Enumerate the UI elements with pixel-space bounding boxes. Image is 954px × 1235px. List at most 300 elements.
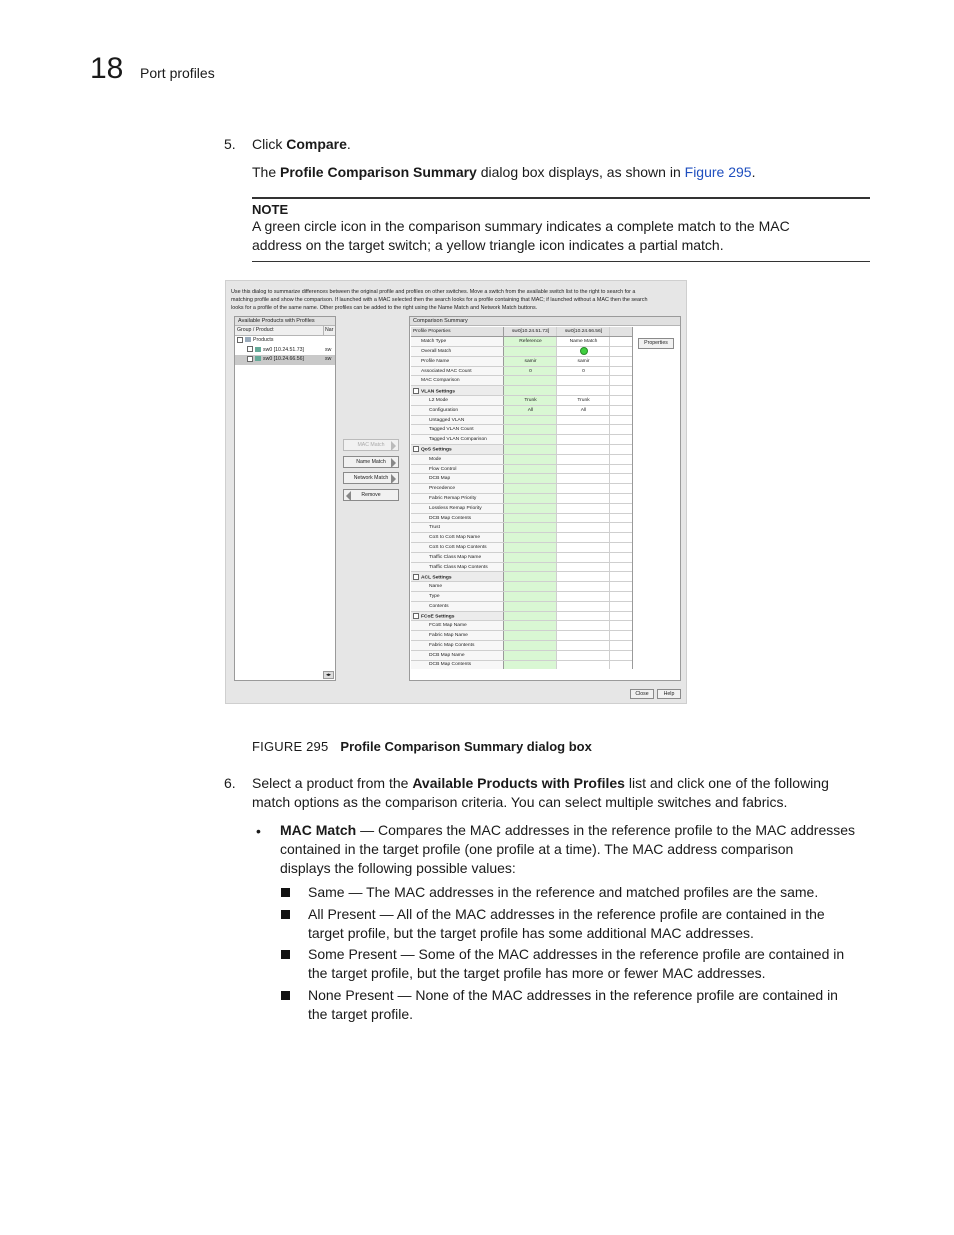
empty-cell: [609, 572, 632, 582]
step-5-click-prefix: Click: [252, 136, 287, 152]
comparison-row[interactable]: [411, 464, 632, 474]
property-label: Match Type: [421, 339, 447, 345]
comparison-section-row[interactable]: [411, 386, 632, 396]
target-value-cell: [556, 660, 609, 669]
square-bullet-icon: [281, 991, 290, 1000]
target-value-cell: [556, 523, 609, 533]
figure-label: FIGURE 295: [252, 739, 329, 754]
comparison-row[interactable]: [411, 396, 632, 406]
comparison-section-row[interactable]: [411, 572, 632, 582]
reference-value-cell: [503, 621, 556, 631]
note-bottom-rule: [252, 261, 870, 262]
figure-295-link[interactable]: Figure 295: [684, 164, 752, 180]
tree-node-name: sw: [325, 356, 332, 362]
target-value-cell: [556, 425, 609, 435]
figure-title: Profile Comparison Summary dialog box: [340, 739, 592, 754]
property-cell: [411, 503, 503, 513]
step-5-number: 5.: [224, 136, 236, 152]
empty-cell: [609, 396, 632, 406]
collapse-icon[interactable]: [413, 574, 419, 580]
collapse-icon[interactable]: [413, 446, 419, 452]
empty-cell: [609, 356, 632, 366]
value-some-present-line-2: the target profile, but the target profile has more or fewer MAC addresses.: [308, 965, 766, 981]
empty-cell: [609, 611, 632, 621]
comparison-summary-title: Comparison Summary: [410, 317, 680, 326]
property-label: Overall Match: [421, 348, 452, 354]
target-value-cell: samir: [556, 356, 609, 366]
property-label: FCoE Map Name: [429, 623, 467, 629]
comparison-row[interactable]: [411, 533, 632, 543]
empty-cell: [609, 494, 632, 504]
target-value-cell: [556, 601, 609, 611]
empty-cell: [609, 513, 632, 523]
target-value-cell: [556, 347, 609, 357]
reference-value-cell: [503, 631, 556, 641]
property-cell: [411, 376, 503, 386]
property-label: CoS to CoS Map Contents: [429, 544, 487, 550]
target-value-cell: [556, 494, 609, 504]
empty-cell: [609, 650, 632, 660]
property-cell: [411, 601, 503, 611]
comparison-table-header: [411, 327, 632, 337]
target-value-cell: [556, 611, 609, 621]
property-cell: [411, 611, 503, 621]
target-value-cell: [556, 503, 609, 513]
step-6-prefix: Select a product from the: [252, 775, 413, 791]
expand-icon[interactable]: [247, 356, 253, 362]
target-value-cell: [556, 484, 609, 494]
reference-value-cell: [503, 347, 556, 357]
comparison-row[interactable]: [411, 415, 632, 425]
property-label: ACL Settings: [421, 574, 452, 580]
property-cell: [411, 621, 503, 631]
square-bullet-icon: [281, 910, 290, 919]
reference-value-cell: [503, 464, 556, 474]
target-value-cell: [556, 435, 609, 445]
switch-icon: [255, 347, 261, 352]
property-cell: [411, 386, 503, 396]
collapse-icon[interactable]: [413, 388, 419, 394]
value-all-present-line-1: All Present — All of the MAC addresses in the reference profile are contained in the: [308, 906, 825, 922]
column-header-name[interactable]: Nar: [325, 327, 334, 333]
comparison-section-row[interactable]: [411, 445, 632, 455]
target-value-cell: [556, 454, 609, 464]
column-header-reference-switch[interactable]: sw0[10.24.51.73]: [503, 327, 556, 337]
empty-cell: [609, 484, 632, 494]
empty-cell: [609, 376, 632, 386]
tree-node-switch[interactable]: [235, 346, 335, 356]
property-label: DCB Map: [429, 476, 451, 482]
target-value-cell: [556, 376, 609, 386]
comparison-row[interactable]: [411, 337, 632, 347]
mac-match-line-2: contained in the target profile (one profile at a time). The MAC address comparison: [280, 841, 794, 857]
property-label: Untagged VLAN: [429, 417, 465, 423]
empty-cell: [609, 445, 632, 455]
reference-value-cell: [503, 592, 556, 602]
empty-cell: [609, 386, 632, 396]
property-label: Tagged VLAN Count: [429, 427, 474, 433]
dialog-intro-text: [231, 288, 681, 312]
square-bullet-icon: [281, 950, 290, 959]
property-label: Mode: [429, 456, 442, 462]
chapter-number: 18: [90, 52, 124, 85]
value-none-present-line-2: the target profile.: [308, 1006, 414, 1022]
reference-value-cell: [503, 494, 556, 504]
profile-comparison-summary-term: Profile Comparison Summary: [280, 164, 477, 180]
property-label: Profile Name: [421, 358, 450, 364]
target-value-cell: [556, 572, 609, 582]
reference-value-cell: [503, 660, 556, 669]
empty-cell: [609, 366, 632, 376]
target-value-cell: [556, 415, 609, 425]
empty-cell: [609, 347, 632, 357]
column-header-target-switch[interactable]: sw0[10.24.66.56]: [556, 327, 609, 337]
network-match-label: Network Match: [353, 475, 389, 481]
property-cell: [411, 366, 503, 376]
remove-button[interactable]: [343, 489, 399, 501]
reference-value-cell: [503, 484, 556, 494]
property-cell: [411, 464, 503, 474]
property-cell: [411, 337, 503, 347]
property-label: CoS to CoS Map Name: [429, 535, 481, 541]
property-cell: [411, 356, 503, 366]
empty-cell: [609, 631, 632, 641]
property-label: FCoE Settings: [421, 614, 455, 620]
comparison-summary-panel: [409, 316, 681, 681]
comparison-row[interactable]: [411, 621, 632, 631]
target-value-cell: [556, 474, 609, 484]
property-cell: [411, 582, 503, 592]
property-cell: [411, 435, 503, 445]
target-value-cell: [556, 592, 609, 602]
empty-cell: [609, 552, 632, 562]
reference-value-cell: [503, 376, 556, 386]
empty-cell: [609, 543, 632, 553]
comparison-row[interactable]: [411, 503, 632, 513]
collapse-icon[interactable]: [413, 613, 419, 619]
reference-value-cell: 0: [503, 366, 556, 376]
property-cell: [411, 543, 503, 553]
comparison-row[interactable]: [411, 523, 632, 533]
comparison-table-body: [411, 337, 632, 669]
step-6-suffix: list and click one of the following: [624, 775, 829, 791]
reference-value-cell: [503, 513, 556, 523]
property-label: Name: [429, 584, 443, 590]
property-cell: [411, 454, 503, 464]
tree-node-label: sw0 [10.24.66.56]: [263, 356, 304, 362]
property-label: Fabric Map Contents: [429, 642, 475, 648]
comparison-row[interactable]: [411, 356, 632, 366]
column-header-group-product[interactable]: Group / Product: [237, 327, 274, 333]
property-label: Lossless Remap Priority: [429, 505, 482, 511]
property-label: DCB Map Contents: [429, 515, 472, 521]
panel-divider: [632, 327, 633, 669]
compare-ui-term: Compare: [286, 136, 347, 152]
reference-value-cell: samir: [503, 356, 556, 366]
reference-value-cell: [503, 552, 556, 562]
comparison-row[interactable]: [411, 376, 632, 386]
empty-cell: [609, 464, 632, 474]
property-cell: [411, 396, 503, 406]
empty-cell: [609, 503, 632, 513]
target-value-cell: [556, 386, 609, 396]
property-cell: [411, 415, 503, 425]
property-cell: [411, 572, 503, 582]
name-match-label: Name Match: [356, 459, 386, 465]
target-value-cell: [556, 621, 609, 631]
profile-comparison-summary-dialog: [225, 280, 687, 704]
property-cell: [411, 425, 503, 435]
mac-match-desc: — Compares the MAC addresses in the reference profile to the MAC addresses: [356, 822, 856, 838]
note-heading: NOTE: [252, 202, 289, 217]
tree-node-label: sw0 [10.24.51.73]: [263, 346, 304, 353]
value-none-present-line-1: None Present — None of the MAC addresses in the reference profile are contained in: [308, 987, 838, 1003]
reference-value-cell: Trunk: [503, 396, 556, 406]
comparison-row[interactable]: [411, 543, 632, 553]
arrow-left-icon: [346, 491, 351, 501]
property-cell: [411, 445, 503, 455]
comparison-table: [411, 327, 632, 669]
target-value-cell: Name Match: [556, 337, 609, 347]
empty-cell: [609, 641, 632, 651]
available-products-title: Available Products with Profiles: [235, 317, 335, 326]
property-label: Contents: [429, 603, 449, 609]
tree-node-label: Products: [253, 337, 274, 343]
reference-value-cell: [503, 543, 556, 553]
property-label: DCB Map Name: [429, 652, 465, 658]
reference-value-cell: All: [503, 405, 556, 415]
name-match-button[interactable]: [343, 456, 399, 468]
mac-match-button[interactable]: [343, 439, 399, 451]
empty-cell: [609, 533, 632, 543]
target-value-cell: [556, 543, 609, 553]
note-line-1: A green circle icon in the comparison summary indicates a complete match to the MAC: [252, 218, 790, 234]
target-value-cell: [556, 562, 609, 572]
reference-value-cell: [503, 386, 556, 396]
comparison-row[interactable]: [411, 435, 632, 445]
reference-value-cell: [503, 611, 556, 621]
property-label: Precedence: [429, 486, 456, 492]
comparison-row[interactable]: [411, 562, 632, 572]
reference-value-cell: [503, 601, 556, 611]
switch-icon: [255, 356, 261, 361]
target-value-cell: [556, 650, 609, 660]
comparison-row[interactable]: [411, 650, 632, 660]
step-5-description: [252, 163, 755, 182]
property-label: Configuration: [429, 407, 459, 413]
property-cell: [411, 562, 503, 572]
target-value-cell: Trunk: [556, 396, 609, 406]
property-label: Fabric Remap Priority: [429, 495, 477, 501]
available-products-panel: [234, 316, 336, 681]
comparison-section-row[interactable]: [411, 611, 632, 621]
property-label: Fabric Map Name: [429, 633, 468, 639]
tree-node-name: sw: [325, 346, 332, 353]
property-cell: [411, 347, 503, 357]
product-tree: [235, 336, 335, 365]
empty-cell: [609, 660, 632, 669]
empty-cell: [609, 523, 632, 533]
property-label: DCB Map Contents: [429, 662, 472, 668]
value-all-present-line-2: target profile, but the target profile has some additional MAC addresses.: [308, 925, 754, 941]
comparison-row[interactable]: [411, 454, 632, 464]
tree-node-switch-selected[interactable]: [235, 355, 335, 365]
column-header-empty: [609, 327, 632, 337]
step-6-line-2: match options as the comparison criteria. You can select multiple switches and fabrics.: [252, 794, 788, 810]
property-label: QoS Settings: [421, 447, 452, 453]
target-value-cell: [556, 533, 609, 543]
tree-node-products[interactable]: [235, 336, 335, 346]
figure-caption: [252, 739, 592, 754]
mac-match-line-1: [280, 821, 855, 840]
property-cell: [411, 474, 503, 484]
empty-cell: [609, 582, 632, 592]
property-label: Type: [429, 593, 440, 599]
target-value-cell: [556, 631, 609, 641]
reference-value-cell: [503, 474, 556, 484]
target-value-cell: [556, 513, 609, 523]
target-value-cell: [556, 464, 609, 474]
available-products-term: Available Products with Profiles: [412, 775, 625, 791]
empty-cell: [609, 621, 632, 631]
property-cell: [411, 650, 503, 660]
reference-value-cell: [503, 425, 556, 435]
bullet-dot-icon: •: [256, 823, 261, 839]
reference-value-cell: [503, 503, 556, 513]
target-value-cell: 0: [556, 366, 609, 376]
comparison-row[interactable]: [411, 601, 632, 611]
reference-value-cell: [503, 435, 556, 445]
arrow-right-icon: [391, 441, 396, 451]
empty-cell: [609, 592, 632, 602]
empty-cell: [609, 454, 632, 464]
reference-value-cell: [503, 454, 556, 464]
reference-value-cell: [503, 523, 556, 533]
comparison-row[interactable]: [411, 484, 632, 494]
comparison-row[interactable]: [411, 582, 632, 592]
reference-value-cell: [503, 582, 556, 592]
dialog-intro-line: looks for a profile of the same name. Other profiles can be added to the right using the Name Match and Network Match buttons.: [231, 305, 538, 311]
note-top-rule: [252, 197, 870, 199]
comparison-row[interactable]: [411, 592, 632, 602]
collapse-icon[interactable]: [237, 337, 243, 343]
arrow-right-icon: [391, 458, 396, 468]
target-value-cell: [556, 582, 609, 592]
property-label: Trust: [429, 525, 440, 531]
empty-cell: [609, 474, 632, 484]
comparison-row[interactable]: [411, 552, 632, 562]
help-button[interactable]: Help: [657, 689, 681, 699]
property-cell: [411, 405, 503, 415]
empty-cell: [609, 415, 632, 425]
mac-match-line-3: displays the following possible values:: [280, 860, 516, 876]
property-label: L2 Mode: [429, 397, 449, 403]
reference-value-cell: [503, 533, 556, 543]
comparison-row[interactable]: [411, 405, 632, 415]
comparison-row[interactable]: [411, 660, 632, 669]
horizontal-scroll-arrows-icon[interactable]: ◂▸: [323, 671, 334, 679]
comparison-row[interactable]: [411, 347, 632, 357]
reference-value-cell: [503, 650, 556, 660]
column-divider: [323, 326, 324, 335]
reference-value-cell: [503, 562, 556, 572]
reference-value-cell: [503, 445, 556, 455]
property-label: Tagged VLAN Comparison: [429, 437, 487, 443]
mac-match-label: MAC Match: [357, 442, 385, 448]
reference-value-cell: Reference: [503, 337, 556, 347]
target-value-cell: [556, 552, 609, 562]
step-5-desc-middle: dialog box displays, as shown in: [476, 164, 685, 180]
empty-cell: [609, 425, 632, 435]
property-cell: [411, 494, 503, 504]
property-cell: [411, 523, 503, 533]
property-cell: [411, 533, 503, 543]
expand-icon[interactable]: [247, 346, 253, 352]
reference-value-cell: [503, 415, 556, 425]
comparison-table-container: [411, 327, 632, 669]
comparison-row[interactable]: [411, 366, 632, 376]
comparison-row[interactable]: [411, 474, 632, 484]
empty-cell: [609, 435, 632, 445]
reference-value-cell: [503, 572, 556, 582]
step-5-desc-suffix: .: [751, 164, 756, 180]
empty-cell: [609, 337, 632, 347]
step-6-line-1: [252, 774, 829, 793]
dialog-intro-line: matching profile and show the comparison. If launched with a MAC selected then the search looks for a profile containing that MAC; if launched without a MAC then the search: [231, 297, 648, 303]
empty-cell: [609, 601, 632, 611]
property-cell: [411, 631, 503, 641]
close-button[interactable]: Close: [630, 689, 654, 699]
properties-button[interactable]: Properties: [638, 338, 674, 349]
property-cell: [411, 592, 503, 602]
property-label: Flow Control: [429, 466, 457, 472]
available-products-header: [235, 326, 335, 336]
green-circle-icon: [580, 347, 588, 355]
property-label: Traffic Class Map Contents: [429, 564, 488, 570]
empty-cell: [609, 562, 632, 572]
property-cell: [411, 552, 503, 562]
column-header-profile-properties[interactable]: Profile Properties: [411, 327, 503, 337]
property-label: Traffic Class Map Name: [429, 554, 482, 560]
comparison-row[interactable]: [411, 494, 632, 504]
comparison-row[interactable]: [411, 425, 632, 435]
step-5-instruction: [252, 135, 351, 154]
comparison-row[interactable]: [411, 641, 632, 651]
products-icon: [245, 337, 251, 342]
target-value-cell: [556, 641, 609, 651]
comparison-row[interactable]: [411, 513, 632, 523]
dialog-intro-line: Use this dialog to summarize differences between the original profile and profiles on other switches. Move a switch from the available switch list to the right to search for a: [231, 289, 636, 295]
property-label: MAC Comparison: [421, 378, 460, 384]
step-5-desc-prefix: The: [252, 164, 281, 180]
property-label: Associated MAC Count: [421, 368, 472, 374]
mac-match-term: MAC Match: [280, 822, 357, 838]
reference-value-cell: [503, 641, 556, 651]
square-bullet-icon: [281, 888, 290, 897]
step-6-number: 6.: [224, 775, 236, 791]
property-label: VLAN Settings: [421, 388, 455, 394]
comparison-row[interactable]: [411, 631, 632, 641]
property-cell: [411, 484, 503, 494]
remove-label: Remove: [361, 492, 381, 498]
target-value-cell: All: [556, 405, 609, 415]
value-same-line-1: Same — The MAC addresses in the reference and matched profiles are the same.: [308, 884, 819, 900]
chapter-title: Port profiles: [140, 65, 215, 81]
property-cell: [411, 513, 503, 523]
property-cell: [411, 660, 503, 669]
empty-cell: [609, 405, 632, 415]
network-match-button[interactable]: [343, 472, 399, 484]
